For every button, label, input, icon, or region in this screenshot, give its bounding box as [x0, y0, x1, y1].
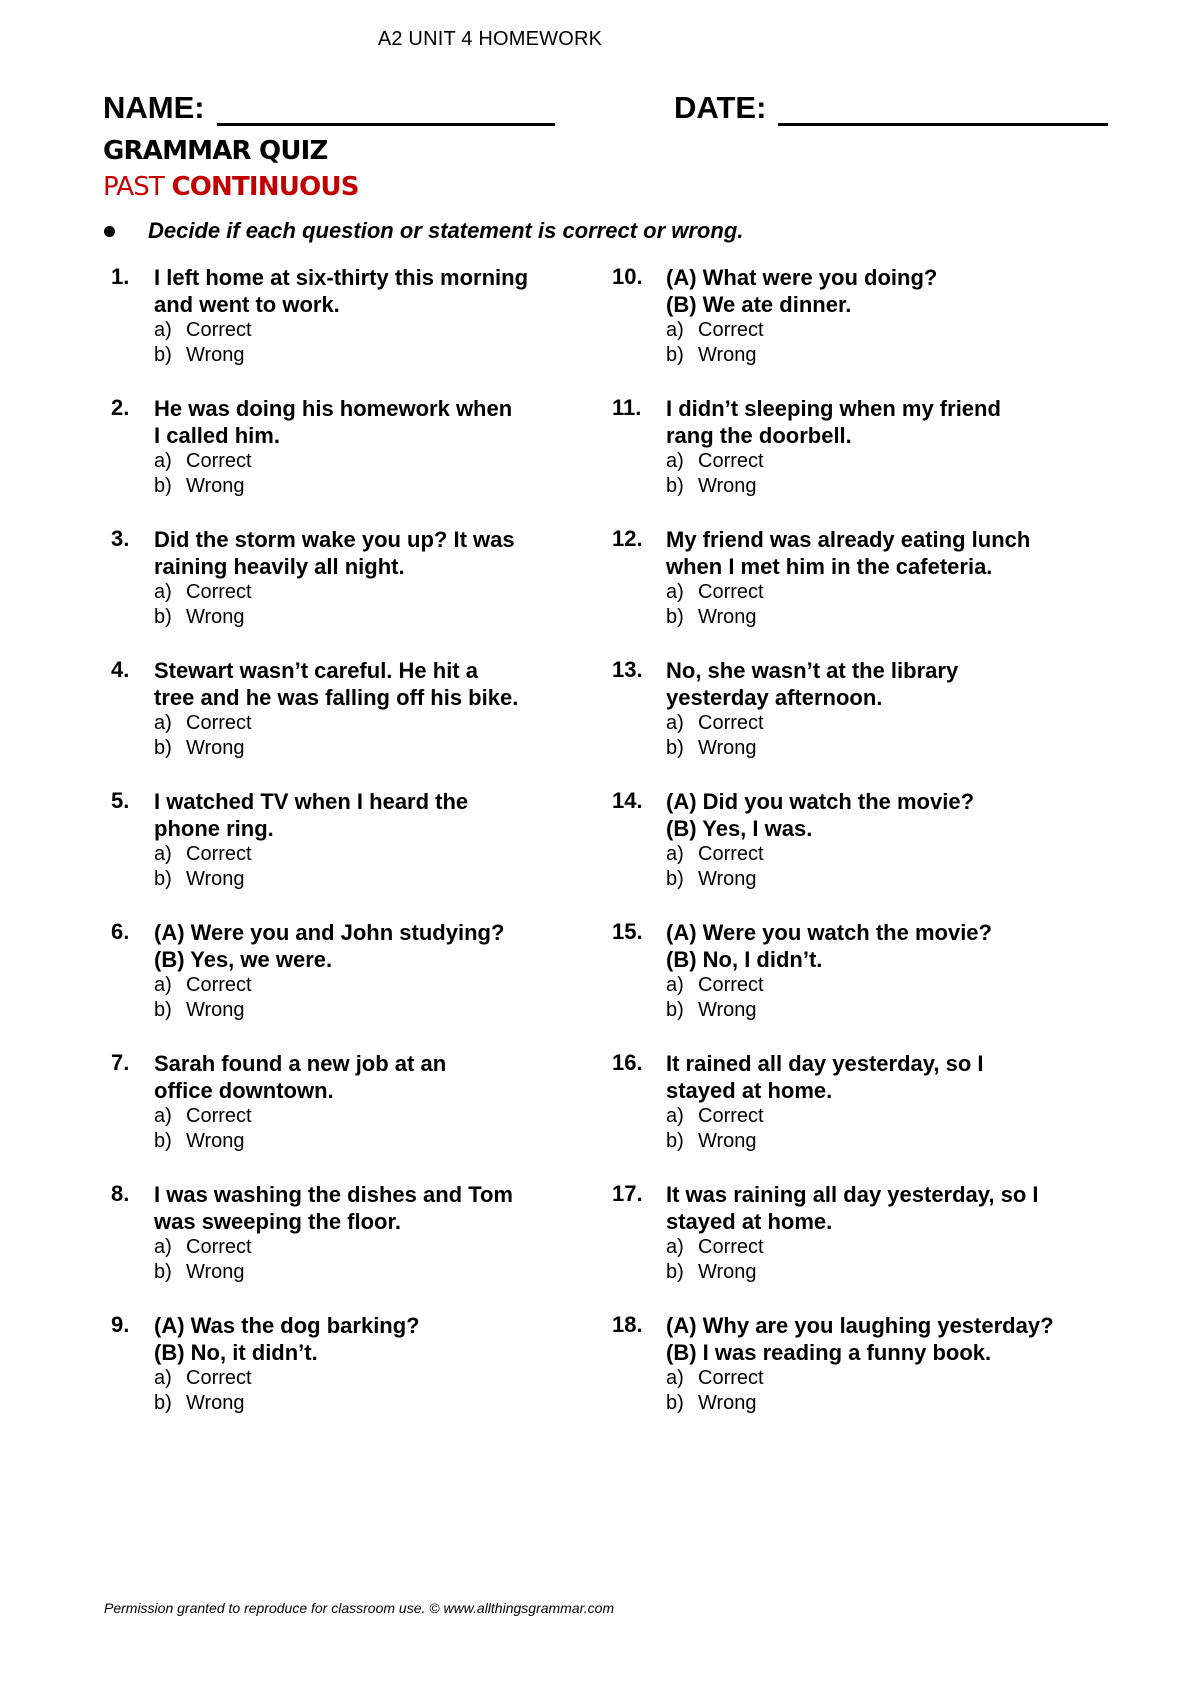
- option-label: Wrong: [698, 999, 757, 1021]
- question-body: [154, 395, 512, 499]
- question-line: I didn’t sleeping when my friend: [666, 396, 1001, 421]
- question-item: [111, 526, 581, 657]
- option-wrong[interactable]: [154, 867, 468, 892]
- option-label: Wrong: [186, 737, 245, 759]
- question-line: He was doing his homework when: [154, 396, 513, 421]
- question-body: [666, 264, 937, 368]
- option-letter: b): [154, 344, 172, 366]
- question-body: [154, 657, 518, 761]
- question-number: 1.: [111, 264, 130, 289]
- option-correct[interactable]: [154, 1366, 420, 1391]
- question-line: My friend was already eating lunch: [666, 527, 1031, 552]
- option-correct[interactable]: [666, 318, 937, 343]
- question-number: 11.: [612, 395, 642, 420]
- option-wrong[interactable]: [666, 1391, 1054, 1416]
- question-line: (A) Were you watch the movie?: [666, 920, 992, 945]
- worksheet-header: A2 UNIT 4 HOMEWORK: [377, 28, 603, 50]
- question-number: 18.: [612, 1312, 643, 1337]
- option-wrong[interactable]: [666, 736, 958, 761]
- option-label: Wrong: [698, 1261, 757, 1283]
- option-wrong[interactable]: [666, 474, 1001, 499]
- question-number: 3.: [111, 526, 130, 551]
- option-letter: b): [666, 475, 684, 497]
- question-line: (B) No, I didn’t.: [666, 947, 823, 972]
- option-letter: a): [666, 843, 684, 865]
- question-item: [111, 264, 581, 395]
- question-line: rang the doorbell.: [666, 423, 852, 448]
- option-label: Wrong: [698, 1130, 757, 1152]
- option-correct[interactable]: [154, 1235, 513, 1260]
- option-wrong[interactable]: [154, 605, 515, 630]
- question-body: [666, 395, 1001, 499]
- question-item: [111, 1312, 581, 1443]
- question-line: (B) Yes, I was.: [666, 816, 813, 841]
- option-correct[interactable]: [154, 1104, 446, 1129]
- question-item: [612, 1181, 1132, 1312]
- option-letter: b): [154, 606, 172, 628]
- question-item: [111, 657, 581, 788]
- option-letter: a): [154, 450, 172, 472]
- question-line: (A) Were you and John studying?: [154, 920, 505, 945]
- question-number: 13.: [612, 657, 643, 682]
- option-wrong[interactable]: [154, 736, 518, 761]
- question-line: raining heavily all night.: [154, 554, 405, 579]
- question-body: [666, 1181, 1039, 1285]
- question-item: [612, 1312, 1132, 1443]
- option-letter: a): [666, 1367, 684, 1389]
- topic-light: PAST: [103, 172, 172, 202]
- question-line: phone ring.: [154, 816, 274, 841]
- question-body: [666, 1312, 1054, 1416]
- option-letter: a): [154, 1105, 172, 1127]
- date-field: [674, 90, 1108, 126]
- question-line: (A) Was the dog barking?: [154, 1313, 420, 1338]
- option-label: Wrong: [186, 475, 245, 497]
- quiz-title: GRAMMAR QUIZ: [103, 136, 328, 166]
- option-correct[interactable]: [154, 449, 512, 474]
- question-body: [154, 788, 468, 892]
- option-correct[interactable]: [666, 711, 958, 736]
- question-line: I was washing the dishes and Tom: [154, 1182, 513, 1207]
- option-letter: b): [154, 999, 172, 1021]
- date-blank-line[interactable]: [778, 97, 1108, 126]
- option-letter: b): [154, 1392, 172, 1414]
- option-correct[interactable]: [154, 842, 468, 867]
- question-body: [154, 919, 504, 1023]
- option-wrong[interactable]: [154, 343, 528, 368]
- option-label: Wrong: [186, 1261, 245, 1283]
- option-label: Wrong: [186, 868, 245, 890]
- question-body: [154, 526, 515, 630]
- option-label: Wrong: [186, 1130, 245, 1152]
- option-correct[interactable]: [666, 1104, 984, 1129]
- question-number: 8.: [111, 1181, 130, 1206]
- question-number: 10.: [612, 264, 643, 289]
- question-line: No, she wasn’t at the library: [666, 658, 959, 683]
- question-line: was sweeping the floor.: [154, 1209, 401, 1234]
- question-line: (A) Why are you laughing yesterday?: [666, 1313, 1054, 1338]
- option-wrong[interactable]: [154, 1260, 513, 1285]
- question-body: [154, 1181, 513, 1285]
- question-item: [612, 657, 1132, 788]
- option-correct[interactable]: [154, 580, 515, 605]
- option-wrong[interactable]: [154, 998, 504, 1023]
- question-number: 16.: [612, 1050, 643, 1075]
- option-letter: b): [666, 344, 684, 366]
- option-letter: b): [666, 606, 684, 628]
- question-line: (A) What were you doing?: [666, 265, 938, 290]
- question-line: stayed at home.: [666, 1209, 833, 1234]
- option-correct[interactable]: [666, 1235, 1039, 1260]
- option-label: Wrong: [698, 1392, 757, 1414]
- option-correct[interactable]: [666, 973, 992, 998]
- instruction-text: Decide if each question or statement is correct or wrong.: [148, 218, 744, 243]
- question-body: [666, 788, 974, 892]
- option-label: Correct: [698, 1367, 764, 1389]
- date-label: DATE:: [674, 90, 767, 125]
- option-label: Correct: [186, 1236, 252, 1258]
- name-field: [103, 90, 555, 126]
- option-label: Correct: [186, 974, 252, 996]
- bullet-icon: [104, 226, 115, 237]
- question-item: [111, 395, 581, 526]
- question-line: (B) No, it didn’t.: [154, 1340, 318, 1365]
- question-item: [612, 1050, 1132, 1181]
- option-letter: a): [154, 974, 172, 996]
- option-label: Correct: [698, 319, 764, 341]
- option-label: Correct: [186, 581, 252, 603]
- option-letter: a): [154, 319, 172, 341]
- instruction: [104, 218, 743, 244]
- option-correct[interactable]: [666, 580, 1030, 605]
- option-wrong[interactable]: [666, 1129, 984, 1154]
- question-number: 4.: [111, 657, 130, 682]
- question-number: 5.: [111, 788, 130, 813]
- question-line: stayed at home.: [666, 1078, 833, 1103]
- topic-bold: CONTINUOUS: [171, 172, 359, 202]
- option-wrong[interactable]: [666, 1260, 1039, 1285]
- question-body: [666, 919, 992, 1023]
- option-label: Wrong: [698, 344, 757, 366]
- name-label: NAME:: [103, 90, 205, 125]
- question-line: I called him.: [154, 423, 280, 448]
- option-wrong[interactable]: [666, 867, 974, 892]
- option-wrong[interactable]: [666, 343, 937, 368]
- question-item: [612, 264, 1132, 395]
- option-label: Correct: [698, 1236, 764, 1258]
- question-item: [612, 788, 1132, 919]
- question-line: tree and he was falling off his bike.: [154, 685, 519, 710]
- option-letter: a): [666, 319, 684, 341]
- footer-permission: Permission granted to reproduce for classroom use. © www.allthingsgrammar.com: [104, 1600, 615, 1616]
- option-letter: b): [154, 868, 172, 890]
- option-wrong[interactable]: [666, 998, 992, 1023]
- option-letter: a): [666, 712, 684, 734]
- question-line: (B) I was reading a funny book.: [666, 1340, 992, 1365]
- option-letter: b): [154, 475, 172, 497]
- option-letter: a): [666, 1105, 684, 1127]
- question-item: [612, 526, 1132, 657]
- question-line: Did the storm wake you up? It was: [154, 527, 515, 552]
- option-letter: b): [666, 1261, 684, 1283]
- option-letter: a): [666, 581, 684, 603]
- question-number: 14.: [612, 788, 643, 813]
- question-body: [154, 1050, 446, 1154]
- question-body: [666, 657, 958, 761]
- option-label: Wrong: [698, 737, 757, 759]
- option-letter: a): [154, 843, 172, 865]
- question-body: [666, 526, 1030, 630]
- option-correct[interactable]: [154, 973, 504, 998]
- option-letter: a): [154, 712, 172, 734]
- option-correct[interactable]: [666, 842, 974, 867]
- option-letter: b): [154, 737, 172, 759]
- question-number: 2.: [111, 395, 130, 420]
- question-line: It rained all day yesterday, so I: [666, 1051, 984, 1076]
- option-letter: b): [666, 1130, 684, 1152]
- name-blank-line[interactable]: [217, 97, 555, 126]
- option-letter: b): [666, 1392, 684, 1414]
- question-line: Stewart wasn’t careful. He hit a: [154, 658, 478, 683]
- option-letter: a): [666, 1236, 684, 1258]
- option-letter: b): [666, 737, 684, 759]
- question-line: I left home at six-thirty this morning: [154, 265, 529, 290]
- option-label: Wrong: [186, 606, 245, 628]
- option-label: Correct: [186, 319, 252, 341]
- question-body: [666, 1050, 984, 1154]
- option-label: Correct: [698, 450, 764, 472]
- option-letter: a): [666, 450, 684, 472]
- option-correct[interactable]: [666, 449, 1001, 474]
- question-number: 15.: [612, 919, 643, 944]
- question-item: [111, 1181, 581, 1312]
- question-number: 6.: [111, 919, 130, 944]
- question-number: 17.: [612, 1181, 643, 1206]
- question-line: (B) Yes, we were.: [154, 947, 333, 972]
- option-label: Correct: [698, 712, 764, 734]
- option-label: Correct: [186, 843, 252, 865]
- question-body: [154, 264, 528, 368]
- option-letter: a): [154, 1367, 172, 1389]
- option-letter: b): [154, 1261, 172, 1283]
- question-number: 7.: [111, 1050, 130, 1075]
- option-label: Wrong: [186, 344, 245, 366]
- question-item: [111, 919, 581, 1050]
- question-line: It was raining all day yesterday, so I: [666, 1182, 1039, 1207]
- question-number: 12.: [612, 526, 643, 551]
- option-letter: b): [666, 999, 684, 1021]
- option-label: Correct: [186, 1105, 252, 1127]
- option-correct[interactable]: [154, 318, 528, 343]
- option-wrong[interactable]: [154, 1129, 446, 1154]
- question-line: and went to work.: [154, 292, 340, 317]
- questions-column-left: [111, 264, 581, 1443]
- option-label: Correct: [186, 1367, 252, 1389]
- question-line: when I met him in the cafeteria.: [666, 554, 993, 579]
- option-label: Wrong: [186, 999, 245, 1021]
- question-item: [111, 788, 581, 919]
- questions-column-right: [612, 264, 1132, 1443]
- option-wrong[interactable]: [154, 1391, 420, 1416]
- option-correct[interactable]: [154, 711, 518, 736]
- option-label: Wrong: [698, 868, 757, 890]
- option-wrong[interactable]: [154, 474, 512, 499]
- question-item: [111, 1050, 581, 1181]
- question-line: Sarah found a new job at an: [154, 1051, 447, 1076]
- option-label: Correct: [186, 450, 252, 472]
- question-line: (B) We ate dinner.: [666, 292, 852, 317]
- question-line: (A) Did you watch the movie?: [666, 789, 975, 814]
- question-item: [612, 919, 1132, 1050]
- question-line: office downtown.: [154, 1078, 334, 1103]
- option-label: Wrong: [698, 606, 757, 628]
- question-line: I watched TV when I heard the: [154, 789, 469, 814]
- option-label: Correct: [186, 712, 252, 734]
- quiz-topic: [103, 172, 359, 202]
- option-wrong[interactable]: [666, 605, 1030, 630]
- question-line: yesterday afternoon.: [666, 685, 883, 710]
- option-letter: a): [154, 581, 172, 603]
- option-label: Correct: [698, 581, 764, 603]
- option-label: Wrong: [698, 475, 757, 497]
- option-label: Correct: [698, 1105, 764, 1127]
- option-label: Correct: [698, 974, 764, 996]
- option-letter: b): [154, 1130, 172, 1152]
- option-label: Wrong: [186, 1392, 245, 1414]
- option-letter: a): [154, 1236, 172, 1258]
- question-body: [154, 1312, 420, 1416]
- option-label: Correct: [698, 843, 764, 865]
- question-number: 9.: [111, 1312, 130, 1337]
- question-item: [612, 395, 1132, 526]
- option-letter: b): [666, 868, 684, 890]
- option-correct[interactable]: [666, 1366, 1054, 1391]
- option-letter: a): [666, 974, 684, 996]
